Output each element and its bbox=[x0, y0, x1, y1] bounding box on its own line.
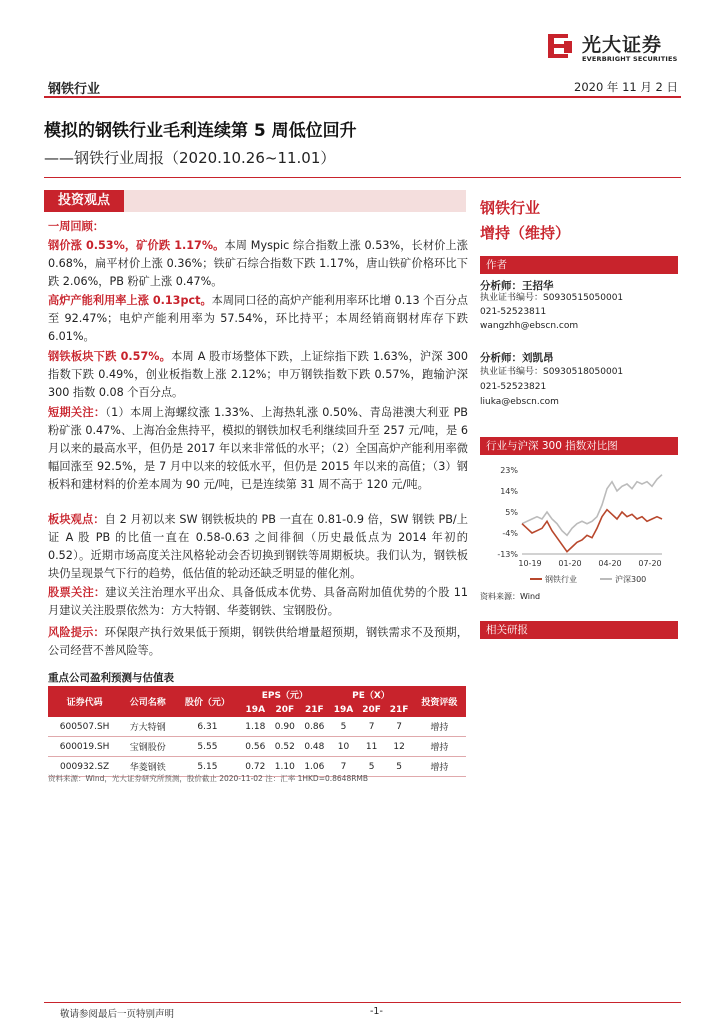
cell-pe: 12 bbox=[393, 741, 405, 752]
cell-price: 5.15 bbox=[197, 761, 218, 772]
lead-stock-focus: 股票关注： bbox=[48, 586, 106, 599]
col-pe: PE（X） bbox=[352, 691, 390, 701]
lead-steel-sector: 钢铁板块下跌 0.57%。 bbox=[48, 350, 172, 363]
paragraph-steel-sector bbox=[48, 348, 468, 402]
x-tick-label: 04-20 bbox=[598, 559, 622, 568]
forecast-table-title: 重点公司盈利预测与估值表 bbox=[48, 672, 174, 684]
lead-sector-view: 板块观点： bbox=[48, 513, 105, 526]
cell-pe: 7 bbox=[340, 761, 347, 772]
report-date: 2020 年 11 月 2 日 bbox=[574, 80, 678, 94]
analyst-1-phone: 021-52523811 bbox=[480, 307, 547, 317]
cell-pe: 11 bbox=[365, 741, 378, 752]
cell-pe: 5 bbox=[340, 721, 347, 732]
weekly-review-label: 一周回顾： bbox=[48, 220, 104, 233]
series-group bbox=[522, 475, 662, 552]
sidebar-industry: 钢铁行业 bbox=[480, 199, 541, 217]
col-pe-20f: 20F bbox=[362, 705, 381, 715]
col-rating: 投资评级 bbox=[421, 698, 458, 708]
series-line-steel bbox=[522, 510, 662, 552]
cell-pe: 10 bbox=[337, 741, 350, 752]
everbright-logo-icon bbox=[544, 30, 574, 64]
y-axis bbox=[497, 466, 518, 559]
cell-code: 000932.SZ bbox=[60, 761, 110, 772]
text-sector-view: 自 2 月初以来 SW 钢铁板块的 PB 一直在 0.81-0.9 倍，SW 钢铁 PB/上证 A 股 PB 的比值一直在 0.58-0.63 之间徘徊（历史最低点为 2014 年初的 0.52）。近期市场高度关注风格轮动会否切换到钢铁等周期板块。我们认为，钢铁板块仍呈现景气下行的趋势，低估值的轮动还缺乏明显的催化剂。 bbox=[48, 513, 468, 580]
text-steel-sector: 本周 A 股市场整体下跌，上证综指下跌 1.63%，沪深 300 指数下跌 0.49%，创业板指数上涨 2.12%；申万钢铁指数下跌 0.57%，跑输沪深 300 指数 0.08 个百分点。 bbox=[48, 350, 468, 399]
cell-pe: 7 bbox=[368, 721, 375, 732]
analyst-1-name: 分析师：王招华 bbox=[480, 280, 554, 292]
cell-eps: 0.48 bbox=[304, 741, 325, 752]
cell-eps: 1.18 bbox=[245, 721, 266, 732]
forecast-table bbox=[48, 686, 466, 777]
cell-pe: 7 bbox=[396, 721, 402, 732]
col-pe-21f: 21F bbox=[389, 705, 409, 715]
cell-eps: 1.10 bbox=[274, 761, 295, 772]
section-tag-investment-view: 投资观点 bbox=[44, 190, 124, 212]
cell-pe: 5 bbox=[396, 761, 402, 772]
y-tick-label: 5% bbox=[505, 508, 518, 517]
col-code: 证券代码 bbox=[66, 698, 103, 708]
text-steel-price: 本周 Myspic 综合指数上涨 0.53%，长材价上涨 0.68%，扁平材价上涨 0.36%；铁矿石综合指数下跌 1.17%，唐山铁矿价格环比下跌 2.06%，PB 粉矿上涨 0.47%。 bbox=[48, 239, 468, 288]
lead-risk: 风险提示： bbox=[48, 626, 105, 639]
paragraph-steel-price bbox=[48, 237, 468, 291]
industry-vs-csi300-chart bbox=[480, 460, 680, 588]
table-header-row bbox=[48, 686, 466, 703]
cell-eps: 0.86 bbox=[304, 721, 325, 732]
col-price: 股价（元） bbox=[184, 698, 230, 708]
report-title: 模拟的钢铁行业毛利连续第 5 周低位回升 bbox=[44, 121, 357, 141]
paragraph-stock-focus bbox=[48, 584, 468, 620]
legend-label: 钢铁行业 bbox=[545, 575, 577, 584]
cell-eps: 0.56 bbox=[245, 741, 266, 752]
cell-rating: 增持 bbox=[430, 763, 449, 773]
logo-en-text: EVERBRIGHT SECURITIES bbox=[582, 55, 678, 63]
table-row bbox=[48, 737, 466, 757]
x-tick-label: 07-20 bbox=[638, 559, 662, 568]
text-stock-focus: 建议关注治理水平出众、具备低成本优势、具备高附加值优势的个股 11 月建议关注股票依然为：方大特钢、华菱钢铁、宝钢股份。 bbox=[48, 586, 468, 617]
col-eps-21f: 21F bbox=[304, 705, 324, 715]
text-risk: 环保限产执行效果低于预期，钢铁供给增量超预期，钢铁需求不及预期，公司经营不善风险等。 bbox=[48, 626, 468, 657]
cell-code: 600507.SH bbox=[59, 721, 110, 732]
lead-blast-furnace: 高炉产能利用率上涨 0.13pct。 bbox=[48, 294, 212, 307]
footer-divider bbox=[44, 1002, 681, 1003]
analyst-2-phone: 021-52523821 bbox=[480, 382, 547, 392]
related-research-bar: 相关研报 bbox=[480, 621, 678, 639]
table-row bbox=[48, 717, 466, 737]
cell-pe: 5 bbox=[368, 761, 375, 772]
cell-price: 6.31 bbox=[197, 721, 218, 732]
col-name: 公司名称 bbox=[129, 698, 166, 708]
paragraph-blast-furnace bbox=[48, 292, 468, 346]
cell-eps: 0.72 bbox=[245, 761, 266, 772]
paragraph-risk bbox=[48, 624, 468, 660]
col-eps: EPS（元） bbox=[261, 691, 308, 701]
cell-name: 华菱钢铁 bbox=[129, 763, 166, 773]
y-tick-label: 14% bbox=[500, 487, 518, 496]
analyst-2-email[interactable]: liuka@ebscn.com bbox=[480, 397, 559, 407]
paragraph-short-term bbox=[48, 404, 468, 494]
y-tick-label: 23% bbox=[500, 466, 518, 475]
cell-name: 宝钢股份 bbox=[129, 743, 166, 753]
analyst-1-cert: 执业证书编号：S0930515050001 bbox=[480, 293, 624, 303]
header-divider bbox=[44, 96, 681, 98]
cell-eps: 0.90 bbox=[274, 721, 295, 732]
cell-code: 600019.SH bbox=[59, 741, 110, 752]
cell-name: 方大特钢 bbox=[129, 723, 166, 733]
author-bar: 作者 bbox=[480, 256, 678, 274]
page-number: -1- bbox=[370, 1006, 383, 1017]
col-pe-19a: 19A bbox=[333, 705, 354, 715]
chart-source: 资料来源：Wind bbox=[480, 592, 541, 601]
paragraph-sector-view bbox=[48, 511, 468, 583]
col-eps-19a: 19A bbox=[245, 705, 266, 715]
y-tick-label: -13% bbox=[497, 550, 518, 559]
analyst-2-name: 分析师：刘凯昂 bbox=[480, 352, 554, 364]
report-industry: 钢铁行业 bbox=[48, 82, 101, 97]
lead-short-term: 短期关注： bbox=[48, 406, 106, 419]
cell-rating: 增持 bbox=[430, 743, 449, 753]
chart-legend bbox=[530, 574, 646, 584]
sidebar-rating: 增持（维持） bbox=[480, 224, 571, 242]
title-divider bbox=[44, 177, 681, 178]
table-source-note: 资料来源：Wind，光大证券研究所预测，股价截止 2020-11-02 注：汇率 1HKD=0.8648RMB bbox=[48, 774, 369, 783]
lead-steel-price: 钢价涨 0.53%，矿价跌 1.17%。 bbox=[48, 239, 225, 252]
cell-price: 5.55 bbox=[197, 741, 218, 752]
legend-label: 沪深300 bbox=[615, 575, 647, 584]
analyst-1-email[interactable]: wangzhh@ebscn.com bbox=[480, 321, 579, 331]
col-eps-20f: 20F bbox=[275, 705, 295, 715]
x-tick-label: 10-19 bbox=[518, 559, 542, 568]
analyst-2-cert: 执业证书编号：S0930518050001 bbox=[480, 367, 624, 377]
cell-eps: 0.52 bbox=[274, 741, 295, 752]
x-axis bbox=[518, 554, 662, 568]
cell-eps: 1.06 bbox=[304, 761, 325, 772]
logo-cn-text: 光大证券 bbox=[582, 34, 663, 56]
x-tick-label: 01-20 bbox=[558, 559, 582, 568]
company-logo bbox=[544, 28, 684, 68]
text-short-term: （1）本周上海螺纹涨 1.33%、上海热轧涨 0.50%、青岛港澳大利亚 PB 粉矿涨 0.47%、上海冶金焦持平，模拟的钢铁加权毛利继续回升至 257 元/吨，是 6 月以来的最高水平，但仍是 2017 年以来非常低的水平；（2）全国高炉产能利用率微幅回涨至 92.5%，是 7 月中以来的较低水平，但仍是 2015 年以来的高值；（3）钢板料和建材料的价差本周为 90 元/吨，已是连续第 31 周不高于 120 元/吨。 bbox=[48, 406, 468, 491]
report-subtitle: ——钢铁行业周报（2020.10.26~11.01） bbox=[44, 149, 336, 167]
footer-disclaimer[interactable]: 敬请参阅最后一页特别声明 bbox=[60, 1009, 175, 1020]
text-blast-furnace: 本周同口径的高炉产能利用率环比增 0.13 个百分点至 92.47%；电炉产能利用率为 57.54%，环比持平；本周经销商钢材库存下跌 6.01%。 bbox=[48, 294, 468, 343]
chart-title-bar: 行业与沪深 300 指数对比图 bbox=[480, 437, 678, 455]
y-tick-label: -4% bbox=[502, 529, 518, 538]
cell-rating: 增持 bbox=[430, 723, 449, 733]
